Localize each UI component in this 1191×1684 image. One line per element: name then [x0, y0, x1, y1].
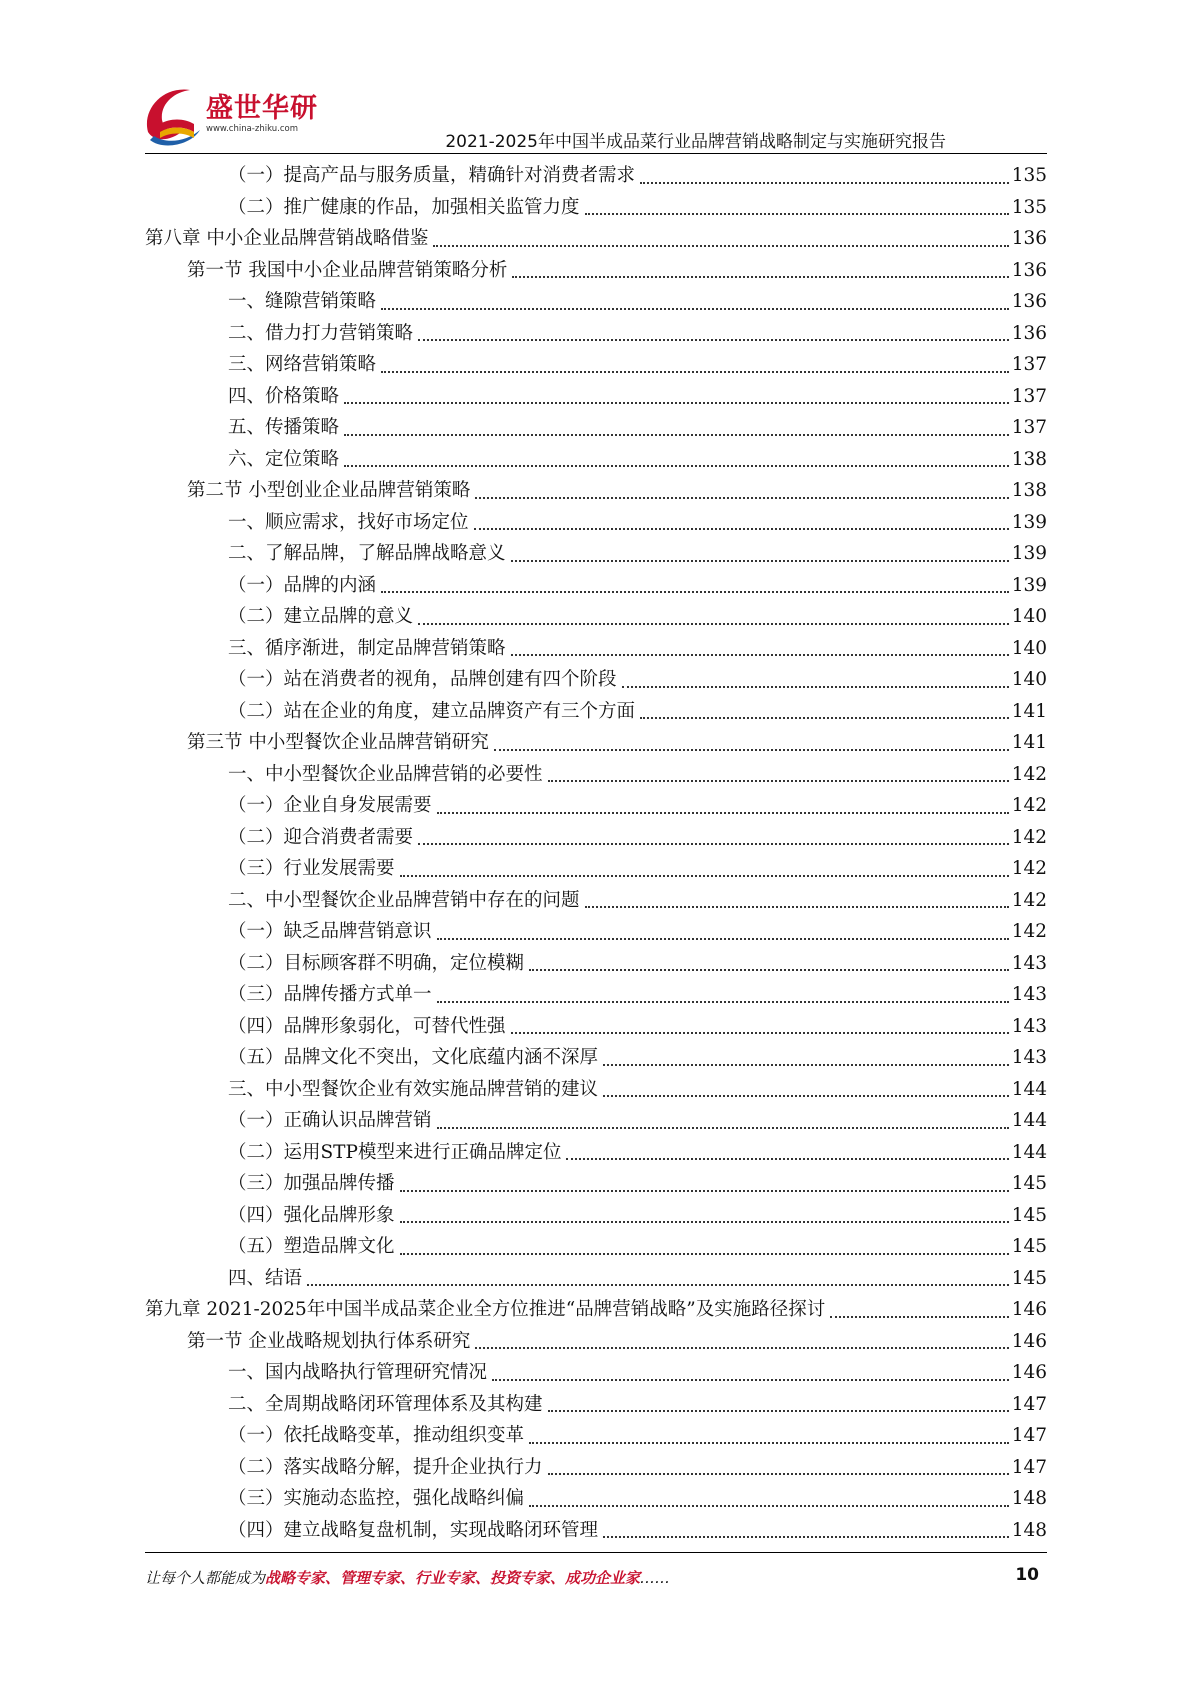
toc-entry-label: 第八章 中小企业品牌营销战略借鉴 [145, 228, 429, 249]
toc-entry-page: 141 [1011, 732, 1047, 753]
toc-entry-page: 148 [1011, 1519, 1047, 1541]
footer-slogan [145, 1567, 670, 1588]
toc-dot-leader [418, 339, 1009, 341]
toc-dot-leader [475, 1347, 1008, 1349]
toc-entry-label: 六、定位策略 [228, 448, 340, 470]
toc-entry-page: 138 [1011, 448, 1047, 470]
toc-entry-label: 二、全周期战略闭环管理体系及其构建 [228, 1393, 543, 1415]
toc-entry-label: 一、国内战略执行管理研究情况 [228, 1362, 488, 1383]
toc-entry[interactable] [145, 381, 1047, 413]
toc-entry-page: 146 [1011, 1330, 1047, 1352]
toc-entry-page: 136 [1011, 259, 1047, 281]
toc-entry-page: 142 [1011, 858, 1047, 879]
toc-entry-page: 142 [1011, 795, 1047, 816]
toc-entry-page: 135 [1011, 196, 1047, 218]
toc-entry-label: （一）品牌的内涵 [228, 574, 377, 596]
toc-dot-leader [437, 938, 1009, 940]
toc-dot-leader [622, 686, 1009, 688]
toc-entry[interactable] [145, 1168, 1047, 1200]
toc-entry-page: 147 [1011, 1456, 1047, 1478]
toc-entry[interactable] [145, 160, 1047, 192]
toc-entry-page: 137 [1011, 417, 1047, 438]
toc-entry[interactable] [145, 192, 1047, 224]
toc-entry[interactable] [145, 759, 1047, 791]
toc-entry-page: 144 [1011, 1110, 1047, 1131]
toc-entry[interactable] [145, 727, 1047, 759]
toc-dot-leader [344, 402, 1009, 404]
toc-entry-page: 140 [1011, 606, 1047, 627]
toc-entry-page: 147 [1011, 1425, 1047, 1446]
toc-dot-leader [529, 969, 1009, 971]
toc-entry-page: 142 [1011, 889, 1047, 911]
toc-entry[interactable] [145, 1483, 1047, 1515]
toc-dot-leader [548, 1473, 1009, 1475]
toc-entry[interactable] [145, 1105, 1047, 1137]
report-title: 2021-2025年中国半成品菜行业品牌营销战略制定与实施研究报告 [445, 132, 946, 152]
toc-dot-leader [381, 591, 1009, 593]
toc-entry-page: 145 [1011, 1236, 1047, 1257]
header-divider [145, 153, 1047, 154]
logo-swirl-icon [140, 80, 210, 150]
toc-entry-label: 二、中小型餐饮企业品牌营销中存在的问题 [228, 889, 580, 911]
toc-entry-page: 148 [1011, 1488, 1047, 1509]
toc-dot-leader [418, 843, 1009, 845]
toc-entry[interactable] [145, 286, 1047, 318]
toc-entry-page: 146 [1011, 1299, 1047, 1320]
toc-entry-label: （一）企业自身发展需要 [228, 795, 432, 816]
toc-entry-page: 141 [1011, 700, 1047, 722]
toc-entry-label: 四、结语 [228, 1267, 303, 1289]
toc-entry-label: （三）行业发展需要 [228, 858, 395, 879]
toc-entry[interactable] [145, 664, 1047, 696]
toc-entry-label: （三）品牌传播方式单一 [228, 984, 432, 1005]
toc-entry-label: （四）建立战略复盘机制，实现战略闭环管理 [228, 1519, 599, 1541]
toc-entry[interactable] [145, 885, 1047, 917]
toc-dot-leader [494, 749, 1009, 751]
toc-entry[interactable] [145, 633, 1047, 665]
toc-entry-label: 一、中小型餐饮企业品牌营销的必要性 [228, 763, 543, 785]
logo-url-text: www.china-zhiku.com [206, 124, 298, 134]
footer-divider [145, 1552, 1047, 1553]
toc-dot-leader [603, 1536, 1009, 1538]
logo-brand-text: 盛世华研 [206, 93, 318, 124]
toc-entry-label: 第九章 2021-2025年中国半成品菜企业全方位推进“品牌营销战略”及实施路径探讨 [145, 1299, 826, 1320]
company-logo [140, 80, 318, 150]
toc-dot-leader [512, 276, 1008, 278]
toc-entry-label: （四）强化品牌形象 [228, 1204, 395, 1226]
toc-entry-page: 142 [1011, 921, 1047, 942]
toc-dot-leader [437, 812, 1009, 814]
toc-entry[interactable] [145, 601, 1047, 633]
toc-dot-leader [511, 654, 1009, 656]
toc-entry-page: 139 [1011, 574, 1047, 596]
toc-entry[interactable] [145, 1042, 1047, 1074]
toc-entry[interactable] [145, 1515, 1047, 1547]
toc-dot-leader [830, 1316, 1008, 1318]
toc-entry[interactable] [145, 1420, 1047, 1452]
toc-entry-label: 二、了解品牌，了解品牌战略意义 [228, 543, 506, 564]
toc-entry-label: 一、顺应需求，找好市场定位 [228, 511, 469, 533]
toc-entry[interactable] [145, 1137, 1047, 1169]
toc-dot-leader [344, 465, 1009, 467]
toc-dot-leader [437, 1001, 1009, 1003]
toc-entry-label: 一、缝隙营销策略 [228, 291, 377, 312]
toc-dot-leader [474, 528, 1009, 530]
toc-dot-leader [475, 497, 1008, 499]
toc-dot-leader [511, 1032, 1009, 1034]
toc-entry-label: （一）提高产品与服务质量，精确针对消费者需求 [228, 165, 636, 186]
toc-dot-leader [511, 560, 1009, 562]
toc-entry[interactable] [145, 1326, 1047, 1358]
toc-entry[interactable] [145, 412, 1047, 444]
toc-entry-page: 147 [1011, 1393, 1047, 1415]
toc-dot-leader [418, 623, 1009, 625]
toc-entry-label: 三、中小型餐饮企业有效实施品牌营销的建议 [228, 1078, 599, 1100]
toc-entry[interactable] [145, 223, 1047, 255]
toc-dot-leader [400, 1253, 1009, 1255]
toc-dot-leader [400, 1221, 1009, 1223]
toc-dot-leader [548, 1410, 1009, 1412]
toc-entry-label: 第一节 我国中小企业品牌营销策略分析 [187, 259, 508, 281]
toc-entry[interactable] [145, 1200, 1047, 1232]
toc-entry-label: 第二节 小型创业企业品牌营销策略 [187, 480, 471, 501]
toc-entry-page: 142 [1011, 826, 1047, 848]
toc-dot-leader [529, 1442, 1009, 1444]
toc-entry-label: 第一节 企业战略规划执行体系研究 [187, 1330, 471, 1352]
toc-dot-leader [400, 875, 1009, 877]
toc-entry[interactable] [145, 979, 1047, 1011]
toc-entry[interactable] [145, 1294, 1047, 1326]
toc-entry-label: （二）目标顾客群不明确，定位模糊 [228, 952, 525, 974]
toc-entry[interactable] [145, 444, 1047, 476]
slogan-prefix: 让每个人都能成为 [145, 1569, 266, 1587]
toc-entry-page: 142 [1011, 763, 1047, 785]
toc-dot-leader [307, 1284, 1009, 1286]
toc-entry-label: 二、借力打力营销策略 [228, 322, 414, 344]
toc-entry-page: 145 [1011, 1204, 1047, 1226]
toc-dot-leader [585, 906, 1009, 908]
slogan-highlight: 战略专家、管理专家、行业专家、投资专家、成功企业家 [265, 1569, 641, 1587]
toc-entry-page: 144 [1011, 1141, 1047, 1163]
toc-entry-label: 第三节 中小型餐饮企业品牌营销研究 [187, 732, 489, 753]
toc-entry-label: （二）运用STP模型来进行正确品牌定位 [228, 1141, 562, 1163]
toc-entry[interactable] [145, 475, 1047, 507]
toc-dot-leader [492, 1379, 1009, 1381]
toc-dot-leader [400, 1190, 1009, 1192]
toc-dot-leader [585, 213, 1009, 215]
toc-entry-page: 143 [1011, 1015, 1047, 1037]
toc-entry-page: 137 [1011, 354, 1047, 375]
toc-entry[interactable] [145, 1389, 1047, 1421]
toc-entry-page: 140 [1011, 637, 1047, 659]
toc-entry-page: 143 [1011, 1047, 1047, 1068]
toc-entry-page: 145 [1011, 1267, 1047, 1289]
toc-entry-page: 138 [1011, 480, 1047, 501]
toc-entry-page: 139 [1011, 511, 1047, 533]
toc-entry[interactable] [145, 1231, 1047, 1263]
toc-entry-page: 137 [1011, 385, 1047, 407]
page-number: 10 [1015, 1565, 1039, 1585]
toc-entry[interactable] [145, 318, 1047, 350]
toc-entry[interactable] [145, 1011, 1047, 1043]
toc-entry-page: 146 [1011, 1362, 1047, 1383]
toc-entry-label: （二）落实战略分解，提升企业执行力 [228, 1456, 543, 1478]
toc-entry-label: （一）依托战略变革，推动组织变革 [228, 1425, 525, 1446]
toc-dot-leader [381, 371, 1009, 373]
toc-entry[interactable] [145, 255, 1047, 287]
slogan-suffix: …… [640, 1569, 671, 1587]
toc-dot-leader [640, 182, 1009, 184]
toc-dot-leader [603, 1064, 1009, 1066]
toc-entry-label: （二）站在企业的角度，建立品牌资产有三个方面 [228, 700, 636, 722]
toc-dot-leader [437, 1127, 1009, 1129]
toc-entry[interactable] [145, 570, 1047, 602]
toc-entry-label: （四）品牌形象弱化，可替代性强 [228, 1015, 506, 1037]
toc-dot-leader [640, 717, 1009, 719]
toc-entry[interactable] [145, 1452, 1047, 1484]
toc-entry-label: （五）品牌文化不突出，文化底蕴内涵不深厚 [228, 1047, 599, 1068]
toc-entry[interactable] [145, 349, 1047, 381]
toc-entry-label: 三、网络营销策略 [228, 354, 377, 375]
toc-entry-label: （一）缺乏品牌营销意识 [228, 921, 432, 942]
toc-dot-leader [381, 308, 1009, 310]
toc-entry-label: （二）迎合消费者需要 [228, 826, 414, 848]
toc-entry-label: （一）站在消费者的视角，品牌创建有四个阶段 [228, 669, 617, 690]
toc-entry-label: （三）加强品牌传播 [228, 1173, 395, 1194]
table-of-contents [145, 160, 1047, 1546]
toc-dot-leader [603, 1095, 1009, 1097]
toc-entry[interactable] [145, 948, 1047, 980]
toc-entry[interactable] [145, 1357, 1047, 1389]
toc-entry-page: 140 [1011, 669, 1047, 690]
toc-entry-label: （五）塑造品牌文化 [228, 1236, 395, 1257]
toc-entry-label: （二）推广健康的作品，加强相关监管力度 [228, 196, 580, 218]
toc-entry-label: 五、传播策略 [228, 417, 340, 438]
toc-dot-leader [566, 1158, 1008, 1160]
toc-entry-page: 143 [1011, 984, 1047, 1005]
toc-entry[interactable] [145, 1074, 1047, 1106]
toc-entry-label: （二）建立品牌的意义 [228, 606, 414, 627]
toc-entry-label: 三、循序渐进，制定品牌营销策略 [228, 637, 506, 659]
toc-entry-page: 139 [1011, 543, 1047, 564]
toc-entry[interactable] [145, 790, 1047, 822]
toc-dot-leader [529, 1505, 1009, 1507]
toc-entry[interactable] [145, 696, 1047, 728]
toc-entry[interactable] [145, 853, 1047, 885]
toc-entry-label: （一）正确认识品牌营销 [228, 1110, 432, 1131]
toc-entry-page: 145 [1011, 1173, 1047, 1194]
toc-entry[interactable] [145, 507, 1047, 539]
toc-dot-leader [344, 434, 1009, 436]
toc-entry[interactable] [145, 538, 1047, 570]
toc-entry-page: 144 [1011, 1078, 1047, 1100]
toc-entry-page: 135 [1011, 165, 1047, 186]
toc-entry-page: 136 [1011, 228, 1047, 249]
toc-dot-leader [433, 245, 1008, 247]
toc-entry[interactable] [145, 1263, 1047, 1295]
toc-entry-label: （三）实施动态监控，强化战略纠偏 [228, 1488, 525, 1509]
toc-dot-leader [548, 780, 1009, 782]
toc-entry-page: 143 [1011, 952, 1047, 974]
toc-entry[interactable] [145, 822, 1047, 854]
toc-entry-page: 136 [1011, 291, 1047, 312]
toc-entry-page: 136 [1011, 322, 1047, 344]
toc-entry[interactable] [145, 916, 1047, 948]
toc-entry-label: 四、价格策略 [228, 385, 340, 407]
